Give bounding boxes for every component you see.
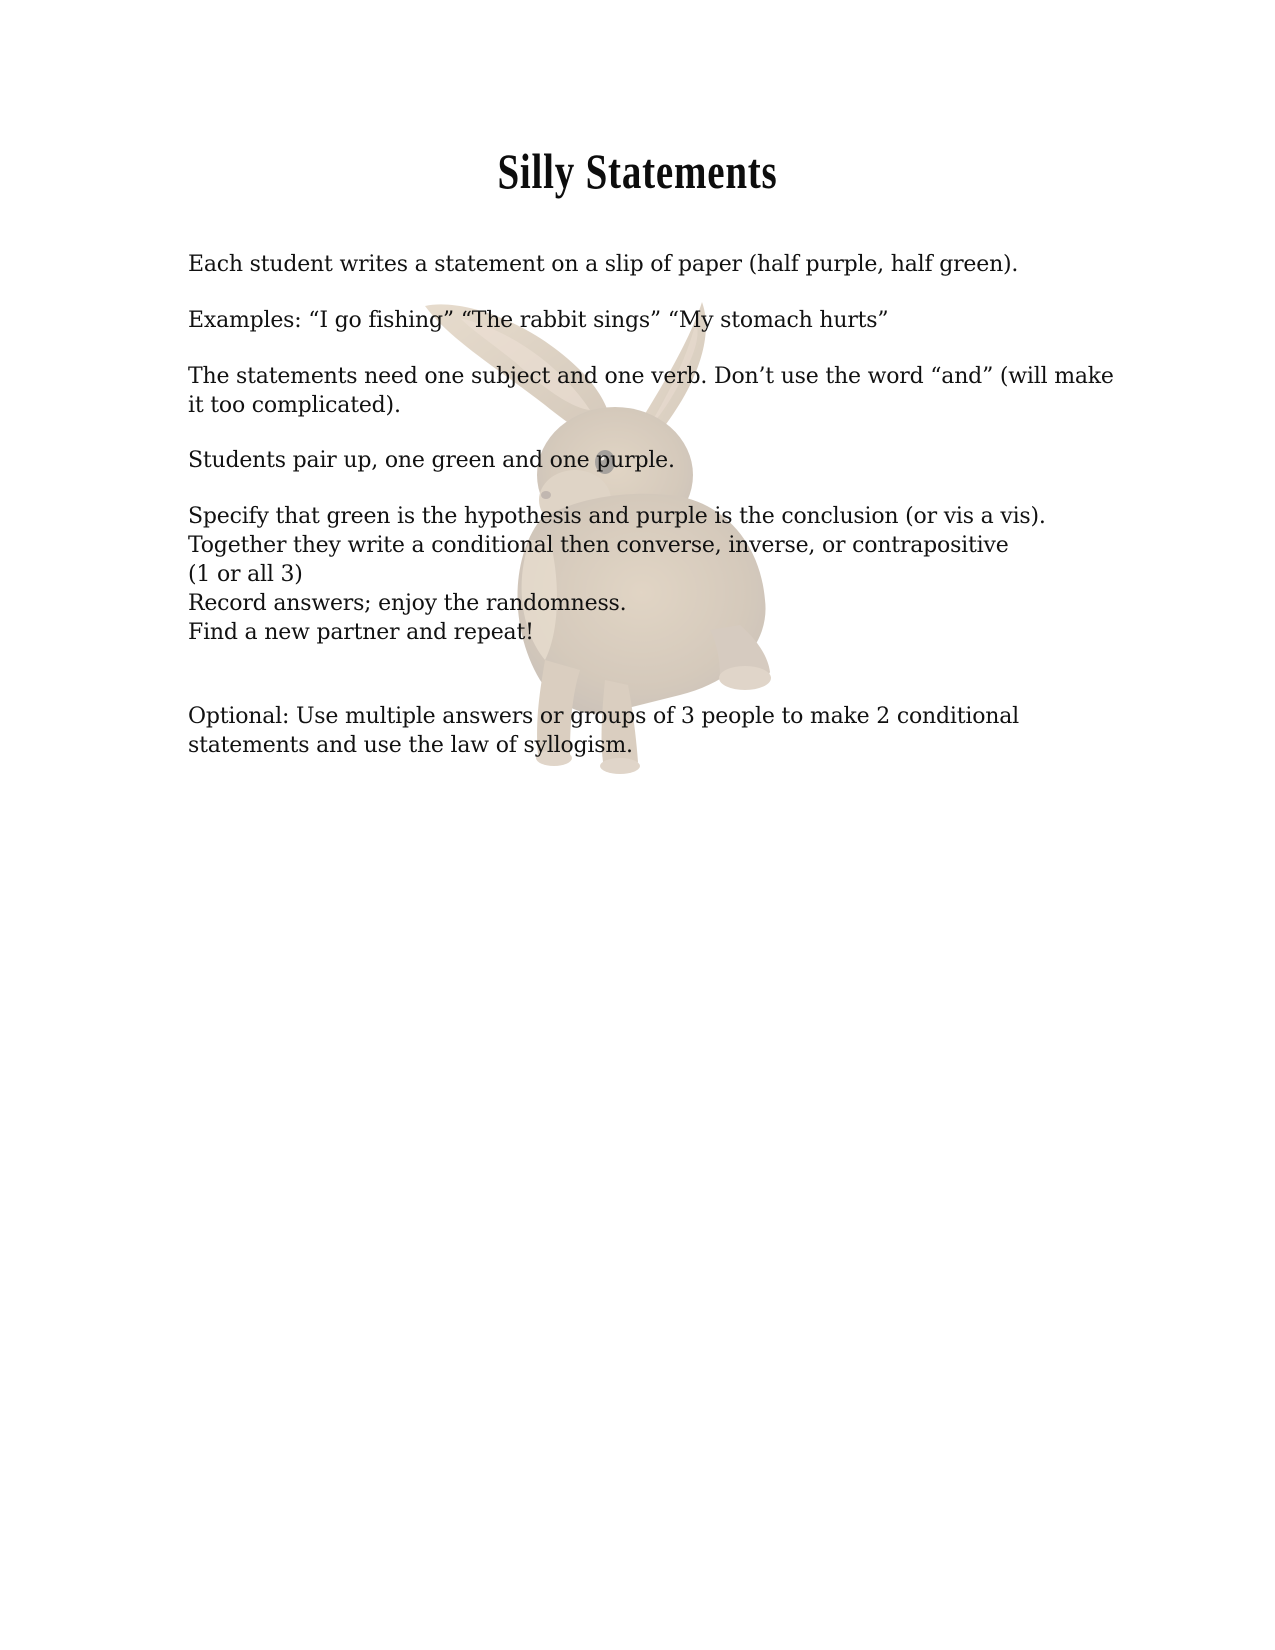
paragraph-pairing [188,446,1088,475]
page-title: Silly Statements [497,143,778,199]
paragraph-rules [188,362,1114,420]
paragraph-line: Examples: “I go fishing” “The rabbit sings” “My stomach hurts” [188,308,889,333]
paragraph-line: The statements need one subject and one verb. Don’t use the word “and” (will make [188,364,1114,389]
paragraph-line: Optional: Use multiple answers or groups of 3 people to make 2 conditional [188,704,1019,729]
paragraph-line: Each student writes a statement on a slip of paper (half purple, half green). [188,252,1019,277]
paragraph-optional [188,702,1088,760]
paragraph-line: Students pair up, one green and one purple. [188,448,675,473]
paragraph-line: Find a new partner and repeat! [188,620,534,645]
paragraph-line: Together they write a conditional then converse, inverse, or contrapositive [188,533,1009,558]
paragraph-line: Specify that green is the hypothesis and purple is the conclusion (or vis a vis). [188,504,1046,529]
paragraph-line: (1 or all 3) [188,562,303,587]
paragraph-examples [188,306,1088,335]
paragraph-line: Record answers; enjoy the randomness. [188,591,627,616]
paragraph-line: statements and use the law of syllogism. [188,733,633,758]
paragraph-steps [188,502,1088,647]
paragraph-line: it too complicated). [188,393,401,418]
paragraph-instructions [188,250,1088,279]
